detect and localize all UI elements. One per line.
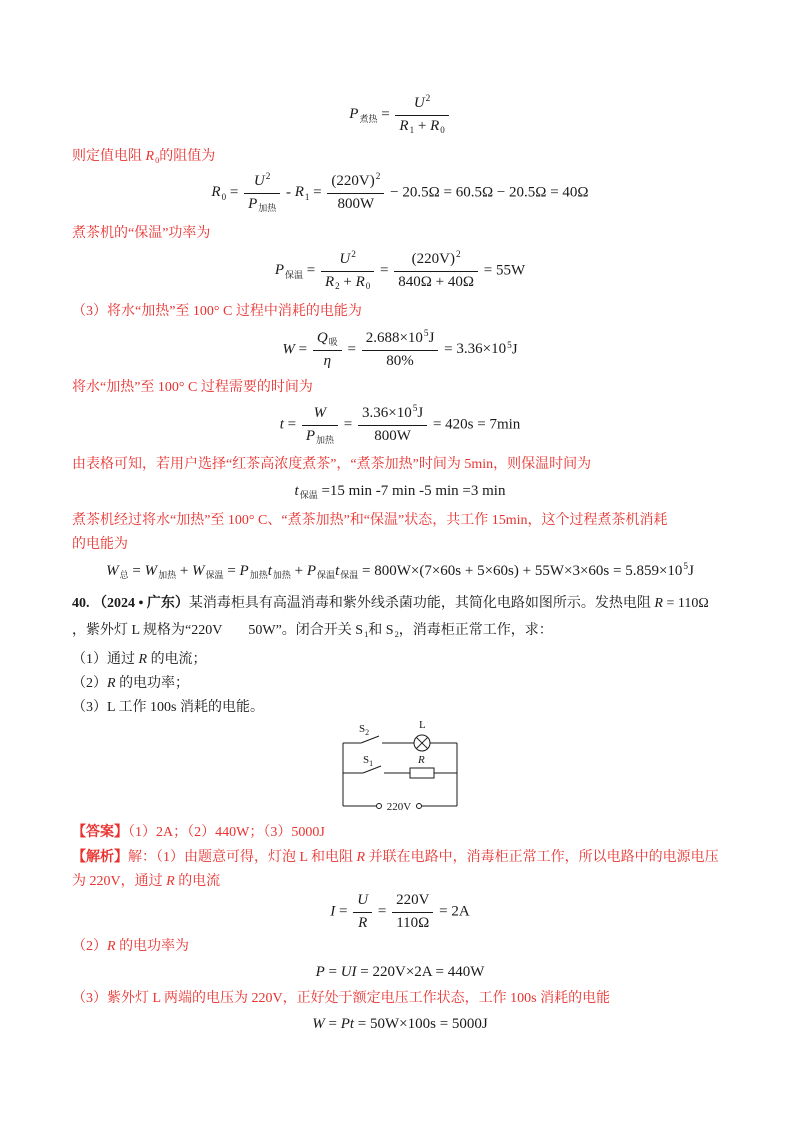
symbol-text: η: [323, 352, 332, 369]
solution-text-total-intro-cont: [72, 535, 128, 555]
subscript: 0: [155, 156, 160, 166]
symbol-text: P: [315, 964, 325, 980]
formula-current: [0, 890, 800, 934]
symbol-text: W: [106, 563, 119, 579]
fraction-numerator: [392, 891, 433, 913]
symbol-text: 【解析】: [72, 850, 128, 865]
text-run: 的电流: [174, 874, 221, 889]
formula-heating-power: [0, 93, 800, 137]
superscript: 2: [265, 172, 271, 183]
math-variable: [399, 118, 414, 134]
fraction-denominator: [362, 351, 439, 372]
subscript: 保温: [205, 570, 224, 581]
fraction-numerator: [358, 404, 427, 426]
text-run: = 2A: [435, 903, 470, 920]
text-run: +: [290, 563, 307, 579]
formula-content: [282, 329, 517, 371]
subscript: 保温: [317, 570, 336, 581]
solution-text-total-intro: [72, 511, 668, 531]
text-run: J: [417, 405, 424, 421]
text-run: =: [324, 1016, 341, 1032]
text-run: 为 220V，通过: [72, 874, 167, 889]
label-subscript: 1: [369, 759, 374, 768]
text-run: [72, 825, 128, 840]
fraction: [392, 891, 433, 933]
subscript: 保温: [299, 490, 318, 501]
formula-warm-time: [0, 479, 800, 503]
symbol-text: S: [355, 623, 364, 638]
symbol-text: (220V): [331, 173, 375, 189]
text-run: （1）2A；（2）440W；（3）5000J: [128, 825, 325, 840]
math-variable: [349, 106, 377, 122]
text-run: =: [374, 903, 391, 920]
symbol-text: U: [253, 173, 265, 189]
math-variable: [139, 652, 148, 667]
symbol-text: W: [144, 563, 158, 579]
symbol-text: R: [356, 850, 366, 865]
fraction-numerator: [327, 172, 384, 194]
superscript: 2: [351, 250, 356, 261]
symbol-text: 2.688×10: [365, 330, 423, 346]
math-variable: [358, 915, 367, 931]
symbol-text: R: [654, 596, 663, 611]
formula-content: [312, 1015, 488, 1033]
math-variable: [430, 118, 445, 134]
subscript: 保温: [340, 570, 359, 581]
fraction: [244, 172, 280, 214]
fraction-numerator: [321, 250, 374, 272]
resistor-icon: [410, 768, 434, 778]
symbol-text: I: [330, 903, 336, 920]
text-run: 某消毒柜具有高温消毒和紫外线杀菌功能，其简化电路如图所示。发热电阻: [188, 596, 655, 611]
math-variable: [325, 274, 340, 290]
text-run: [331, 173, 380, 189]
solution-text-time-intro: [72, 378, 313, 398]
math-variable: [166, 874, 175, 889]
text-run: 220V: [396, 892, 430, 908]
text-run: =: [128, 563, 145, 579]
symbol-text: 40.: [72, 596, 93, 611]
text-run: = 220V×2A = 440W: [356, 964, 485, 980]
math-variable: [335, 563, 358, 579]
text-run: （3）紫外灯 L 两端的电压为 220V，正好处于额定电压工作状态，工作 100s 消耗的电能: [72, 991, 611, 1006]
symbol-text: U: [413, 95, 425, 111]
solution-text-keep-warm-intro: [72, 224, 210, 244]
text-run: [93, 596, 189, 611]
text-run: = 420s = 7min: [429, 416, 521, 433]
text-run: （2）: [72, 676, 107, 691]
question-item-3: [72, 698, 264, 718]
symbol-text: 50W”。闭合开关: [248, 623, 356, 638]
text-run: 的阻值为: [159, 149, 216, 164]
fraction-denominator: [321, 272, 374, 293]
text-run: 110Ω: [396, 914, 430, 931]
fraction: [321, 250, 374, 292]
text-run: [412, 251, 461, 267]
math-variable: [306, 428, 334, 444]
text-run: 800W: [337, 195, 375, 212]
symbol-text: P: [306, 563, 317, 579]
text-run: [72, 596, 93, 611]
terminal-left: [377, 804, 382, 809]
label-letter: S: [363, 754, 370, 766]
math-variable: [275, 262, 303, 278]
fraction-denominator: [395, 116, 448, 137]
formula-content: [106, 562, 694, 580]
formula-r0: [0, 171, 800, 215]
text-run: [456, 341, 511, 357]
lamp-label: L: [419, 719, 426, 731]
text-run: 将水“加热”至 100° C 过程需要的时间为: [72, 380, 313, 395]
text-run: 和: [368, 623, 386, 638]
terminal-right: [417, 804, 422, 809]
fraction-numerator: [395, 94, 448, 116]
math-variable: [357, 892, 368, 908]
superscript: 5: [683, 562, 689, 573]
supply-voltage-label: 220V: [386, 801, 412, 813]
question-item-2: [72, 674, 189, 694]
subscript: 加热: [272, 570, 291, 581]
formula-content: [275, 250, 525, 292]
switch-s2-label: [359, 723, 369, 737]
fraction-denominator: [244, 194, 280, 215]
text-run: J: [688, 563, 694, 579]
resistor-label: R: [418, 754, 425, 766]
text-run: 840Ω + 40Ω: [398, 273, 475, 290]
math-variable: [282, 341, 295, 357]
solution-text-r0-intro: [72, 147, 215, 167]
text-run: 则定值电阻: [72, 149, 146, 164]
symbol-text: R: [324, 273, 335, 290]
text-run: =: [294, 341, 311, 358]
math-variable: [341, 1016, 354, 1032]
math-variable: [248, 196, 276, 212]
text-run: = 800W×(7×60s + 5×60s) + 55W×3×60s =: [358, 563, 626, 579]
question-stem: [72, 594, 709, 614]
fraction-numerator: [362, 329, 439, 351]
fraction: [302, 404, 338, 446]
math-variable: [211, 184, 226, 200]
text-run: 由表格可知，若用户选择“红茶高浓度煮茶”，“煮茶加热”时间为 5min，则保温时间为: [72, 457, 592, 472]
fraction-numerator: [244, 172, 280, 194]
text-run: =: [343, 341, 360, 358]
symbol-text: W: [192, 563, 205, 579]
math-variable: [107, 939, 116, 954]
math-variable: [295, 483, 318, 499]
symbol-text: R: [355, 273, 365, 290]
symbol-text: (220V): [411, 251, 455, 267]
switch-s2-blade: [361, 736, 379, 743]
analysis-text-4: [72, 989, 610, 1009]
superscript: 2: [455, 250, 461, 261]
text-run: 的电流；: [147, 652, 207, 667]
circuit-diagram: [335, 715, 465, 820]
subscript: 加热: [316, 434, 335, 445]
symbol-text: 3.36×10: [456, 341, 507, 358]
symbol-text: R: [294, 184, 304, 201]
symbol-text: t: [294, 483, 299, 499]
text-run: 并联在电路中，消毒柜正常工作，所以电路中的电源电压: [365, 850, 719, 865]
symbol-text: Q: [316, 330, 328, 346]
superscript: 5: [423, 329, 429, 340]
fraction: [394, 250, 478, 292]
solution-text-table-note: [72, 455, 591, 475]
symbol-text: U: [339, 251, 351, 267]
fraction: [327, 172, 384, 214]
text-run: [72, 850, 128, 865]
text-run: = 50W×100s = 5000J: [354, 1016, 488, 1032]
label-letter: S: [359, 723, 366, 735]
text-run: +: [339, 273, 356, 290]
text-run: （1）通过: [72, 652, 139, 667]
text-run: =: [226, 184, 243, 201]
text-run: ，紫外灯 L 规格为“220V: [72, 623, 223, 638]
formula-content: [349, 94, 450, 136]
superscript: 5: [507, 340, 512, 351]
question-stem-cont: [72, 621, 553, 641]
fraction: [358, 404, 427, 446]
text-run: 的电功率；: [115, 676, 190, 691]
superscript: 2: [375, 172, 381, 183]
text-run: 80%: [386, 352, 414, 369]
math-variable: [341, 964, 357, 980]
symbol-text: t: [267, 563, 272, 579]
text-run: = 110Ω: [662, 596, 709, 611]
symbol-text: R: [138, 652, 148, 667]
symbol-text: P: [248, 195, 258, 212]
symbol-text: P: [274, 262, 284, 279]
text-run: 解：（1）由题意可得，灯泡 L 和电阻: [128, 850, 357, 865]
fraction-denominator: [358, 426, 427, 447]
symbol-text: UI: [340, 964, 357, 980]
math-variable: [240, 563, 268, 579]
text-run: （3）将水“加热”至 100° C 过程中消耗的电能为: [72, 304, 362, 319]
text-run: ，消毒柜正常工作，求：: [398, 623, 553, 638]
subscript: 2: [335, 280, 340, 291]
symbol-text: R: [107, 676, 116, 691]
text-run: 的电功率为: [115, 939, 190, 954]
text-run: =: [377, 106, 394, 123]
subscript: 加热: [249, 570, 268, 581]
text-run: [355, 623, 368, 638]
text-run: [362, 405, 417, 421]
text-run: [386, 623, 399, 638]
text-run: 的电能为: [72, 537, 128, 552]
fraction-numerator: [394, 250, 478, 272]
math-variable: [307, 563, 335, 579]
fraction: [313, 329, 342, 371]
subscript: 1: [364, 630, 369, 640]
math-variable: [295, 184, 310, 200]
math-variable: [145, 563, 177, 579]
symbol-text: R: [166, 874, 175, 889]
text-run: =15 min -7 min -5 min =3 min: [317, 483, 506, 499]
text-run: （3）L 工作 100s 消耗的电能。: [72, 700, 264, 715]
math-variable: [107, 676, 116, 691]
solution-text-energy-intro: [72, 302, 362, 322]
subscript: 1: [304, 191, 310, 202]
text-run: =: [440, 341, 457, 358]
symbol-text: R: [358, 914, 368, 931]
text-run: [625, 563, 688, 579]
symbol-text: W: [312, 1016, 325, 1032]
formula-lamp-energy: [0, 1012, 800, 1036]
analysis-text-1: [72, 848, 719, 868]
text-run: [248, 623, 355, 638]
symbol-text: R: [211, 184, 221, 201]
text-run: -: [282, 184, 295, 201]
fraction: [353, 891, 372, 933]
math-variable: [254, 173, 271, 189]
subscript: 吸: [328, 337, 338, 348]
text-run: =: [283, 416, 300, 433]
subscript: 0: [365, 280, 371, 291]
fraction-numerator: [353, 891, 372, 913]
math-variable: [312, 1016, 325, 1032]
symbol-text: U: [357, 892, 369, 908]
math-variable: [314, 405, 327, 421]
formula-total-energy: [0, 559, 800, 583]
symbol-text: R: [107, 939, 116, 954]
text-run: （2）: [72, 939, 107, 954]
text-run: =: [223, 563, 240, 579]
formula-content: [295, 482, 506, 500]
fraction-denominator: [353, 913, 372, 934]
text-run: 800W: [374, 427, 411, 444]
math-variable: [106, 563, 129, 579]
subscript: 0: [221, 191, 227, 202]
formula-content: [316, 963, 485, 981]
formula-content: [280, 404, 521, 446]
symbol-text: S: [385, 623, 394, 638]
subscript: 加热: [158, 570, 177, 581]
switch-s1-label: [363, 754, 373, 768]
fraction-denominator: [394, 272, 478, 293]
math-variable: [339, 251, 356, 267]
subscript: 保温: [285, 269, 304, 280]
text-run: =: [324, 964, 341, 980]
fraction-denominator: [313, 351, 342, 372]
symbol-text: Pt: [340, 1016, 355, 1032]
text-run: − 20.5Ω = 60.5Ω − 20.5Ω = 40Ω: [386, 184, 589, 201]
symbol-text: 【答案】: [72, 825, 128, 840]
text-run: J: [511, 341, 518, 358]
fraction-numerator: [302, 404, 338, 426]
math-variable: [192, 563, 224, 579]
formula-content: [330, 891, 469, 933]
symbol-text: P: [239, 563, 249, 579]
text-run: 煮茶机经过将水“加热”至 100° C、“煮茶加热”和“保温”状态，共工作 15min，这个过程煮茶机消耗: [72, 513, 668, 528]
text-run: =: [309, 184, 326, 201]
subscript: 煮热: [359, 113, 378, 124]
label-subscript: 2: [365, 728, 370, 737]
math-variable: [268, 563, 291, 579]
math-variable: [316, 964, 325, 980]
symbol-text: t: [279, 416, 284, 433]
analysis-text-2: [72, 872, 220, 892]
formula-time: [0, 403, 800, 447]
math-variable: [654, 596, 663, 611]
symbol-text: 3.36×10: [361, 405, 412, 421]
symbol-text: t: [335, 563, 340, 579]
symbol-text: R: [145, 149, 155, 164]
symbol-text: P: [305, 427, 315, 444]
math-variable: [324, 353, 331, 369]
text-run: = 55W: [480, 262, 526, 279]
math-variable: [317, 330, 338, 346]
symbol-text: 5.859×10: [625, 563, 683, 579]
text-run: [366, 330, 429, 346]
subscript: 2: [394, 630, 399, 640]
text-run: 煮茶机的“保温”功率为: [72, 226, 211, 241]
formula-energy: [0, 328, 800, 372]
symbol-text: R: [399, 117, 409, 134]
fraction: [395, 94, 448, 136]
math-variable: [357, 850, 366, 865]
formula-power: [0, 960, 800, 984]
math-variable: [356, 274, 371, 290]
subscript: 0: [440, 124, 445, 135]
formula-content: [211, 172, 588, 214]
fraction-denominator: [302, 426, 338, 447]
superscript: 2: [425, 94, 431, 105]
fraction: [362, 329, 439, 371]
fraction-denominator: [327, 194, 384, 215]
formula-keep-warm-power: [0, 249, 800, 293]
fraction-denominator: [392, 913, 433, 934]
subscript: 1: [409, 124, 415, 135]
symbol-text: W: [282, 341, 295, 358]
question-item-1: [72, 650, 207, 670]
math-variable: [146, 149, 160, 164]
subscript: 加热: [258, 202, 277, 213]
superscript: 5: [412, 404, 418, 415]
subscript: 总: [119, 570, 129, 581]
math-variable: [414, 95, 431, 111]
text-run: =: [303, 262, 319, 279]
answer-line: [72, 823, 325, 843]
symbol-text: R: [430, 117, 440, 134]
symbol-text: P: [349, 106, 359, 123]
circuit-wires: [343, 736, 457, 806]
text-run: J: [428, 330, 435, 346]
fraction-numerator: [313, 329, 342, 351]
text-run: =: [335, 903, 352, 920]
symbol-text: W: [313, 405, 327, 421]
text-run: =: [376, 262, 393, 279]
text-run: +: [176, 563, 193, 579]
symbol-text: （2024 • 广东）: [93, 596, 189, 611]
text-run: =: [340, 416, 356, 433]
text-run: +: [414, 117, 431, 134]
analysis-text-3: [72, 937, 189, 957]
